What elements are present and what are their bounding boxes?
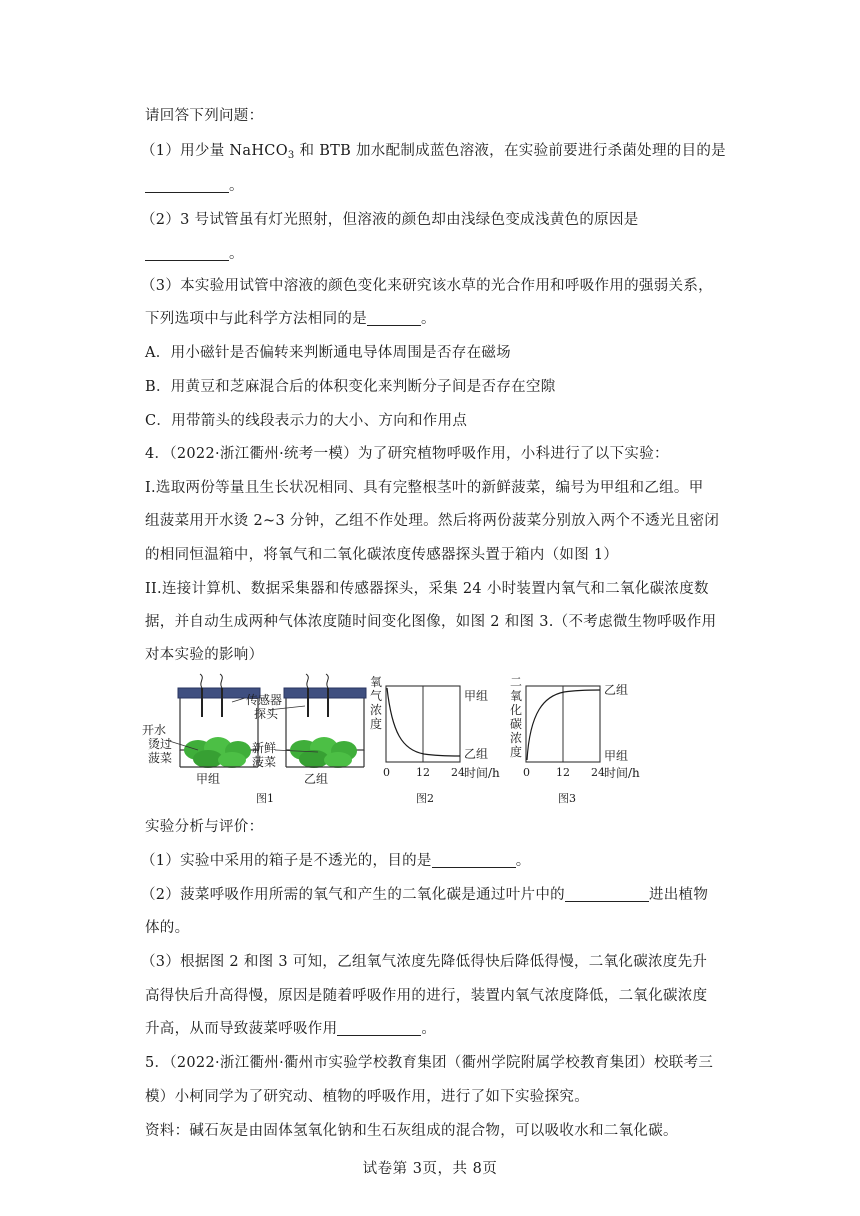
q4-analysis-3-line3: 升高，从而导致菠菜呼吸作用 。 — [145, 1021, 437, 1037]
container-yi — [284, 674, 366, 768]
q4-step2-line3: 对本实验的影响） — [145, 647, 264, 663]
q3-part1: （1）用少量 NaHCO$_3$ 和 BTB 加水配制成蓝色溶液，在实验前要进行杀菌处理的目的是 — [141, 143, 726, 161]
boiled-label-2: 烫过 — [148, 737, 173, 751]
container-jia — [178, 674, 260, 768]
q5-header-line2: 模）小柯同学为了研究动、植物的呼吸作用，进行了如下实验探究。 — [145, 1089, 589, 1105]
q4-analysis-2-cont: 体的。 — [145, 920, 190, 936]
fig2-curve-yi-label: 乙组 — [464, 747, 489, 761]
fig2-xtick: 24 — [451, 766, 465, 779]
answer-blank[interactable] — [565, 886, 649, 902]
boiled-label-3: 菠菜 — [148, 751, 173, 765]
q4-analysis-1: （1）实验中采用的箱子是不透光的，目的是 。 — [141, 853, 531, 869]
figure3-chart — [510, 675, 640, 805]
q3-intro: 请回答下列问题： — [145, 108, 264, 124]
q4-step2-line2: 据，并自动生成两种气体浓度随时间变化图像，如图 2 和图 3.（不考虑微生物呼吸作用 — [145, 614, 717, 630]
q3-part2-answer: 。 — [145, 244, 244, 264]
q5-material: 资料：碱石灰是由固体氢氧化钠和生石灰组成的混合物，可以吸收水和二氧化碳。 — [145, 1123, 678, 1139]
fig3-ylabel-char: 度 — [510, 745, 523, 759]
fresh-label-1: 新鲜 — [252, 741, 277, 755]
boiled-label-1: 开水 — [142, 723, 167, 737]
sensor-label-2: 探头 — [254, 707, 279, 721]
q3-part1-answer: 。 — [145, 176, 244, 196]
figure1-caption: 图1 — [256, 792, 274, 805]
option-b: B．用黄豆和芝麻混合后的体积变化来判断分子间是否存在空隙 — [145, 379, 556, 395]
fig3-xtick: 24 — [591, 766, 605, 779]
experiment-figures — [140, 672, 660, 812]
fig2-xtick: 12 — [416, 766, 430, 779]
figure3-caption: 图3 — [558, 792, 576, 805]
spinach-jia — [184, 737, 251, 768]
q4-step1-line3: 的相同恒温箱中，将氧气和二氧化碳浓度传感器探头置于箱内（如图 1） — [145, 547, 619, 563]
q3-part2: （2）3 号试管虽有灯光照射，但溶液的颜色却由浅绿色变成浅黄色的原因是 — [141, 212, 639, 228]
fig3-xtick: 12 — [556, 766, 570, 779]
fig3-curve-jia-label: 甲组 — [604, 749, 629, 763]
fig2-ylabel-char: 度 — [370, 717, 383, 731]
q3-part3-line1: （3）本实验用试管中溶液的颜色变化来研究该水草的光合作用和呼吸作用的强弱关系， — [141, 278, 713, 294]
spinach-yi — [290, 737, 357, 768]
answer-blank[interactable] — [432, 852, 516, 868]
fig2-ylabel-char: 气 — [370, 689, 383, 703]
fig3-curve-yi-label: 乙组 — [604, 683, 629, 697]
fig2-curve-jia-label: 甲组 — [464, 689, 489, 703]
sensor-label-1: 传感器 — [246, 693, 283, 707]
option-c: C．用带箭头的线段表示力的大小、方向和作用点 — [145, 413, 468, 429]
fresh-label-2: 菠菜 — [252, 755, 277, 769]
q5-header-line1: 5．（2022·浙江衢州·衢州市实验学校教育集团（衢州学院附属学校教育集团）校联考三 — [145, 1055, 714, 1071]
fig3-ylabel-char: 化 — [510, 703, 523, 717]
fig3-ylabel-char: 二 — [510, 675, 523, 689]
fig3-ylabel-char: 氧 — [510, 689, 523, 703]
q4-step2-line1: II.连接计算机、数据采集器和传感器探头，采集 24 小时装置内氧气和二氧化碳浓度数 — [145, 581, 709, 597]
fig3-xlabel: 时间/h — [604, 766, 640, 780]
option-a: A．用小磁针是否偏转来判断通电导体周围是否存在磁场 — [145, 345, 511, 361]
figure2-chart — [370, 675, 500, 805]
q4-header: 4．（2022·浙江衢州·统考一模）为了研究植物呼吸作用，小科进行了以下实验： — [145, 446, 669, 462]
analysis-heading: 实验分析与评价： — [145, 819, 264, 835]
fig2-ylabel-char: 氧 — [370, 675, 383, 689]
answer-blank[interactable] — [145, 245, 229, 261]
answer-blank[interactable] — [145, 177, 229, 193]
figure2-caption: 图2 — [416, 792, 434, 805]
fig2-ylabel-char: 浓 — [370, 703, 383, 717]
group-jia-label: 甲组 — [196, 772, 221, 786]
fig2-xlabel: 时间/h — [464, 766, 500, 780]
answer-blank[interactable] — [337, 1020, 421, 1036]
page-footer: 试卷第 3页，共 8页 — [362, 1161, 498, 1177]
group-yi-label: 乙组 — [304, 772, 329, 786]
q4-analysis-3-line2: 高得快后升高得慢，原因是随着呼吸作用的进行，装置内氧气浓度降低，二氧化碳浓度 — [145, 988, 708, 1004]
answer-blank[interactable] — [367, 310, 421, 326]
fig3-xtick: 0 — [523, 766, 530, 779]
fig3-ylabel-char: 碳 — [510, 717, 523, 731]
q4-analysis-2: （2）菠菜呼吸作用所需的氧气和产生的二氧化碳是通过叶片中的 进出植物 — [141, 887, 709, 903]
fig2-xtick: 0 — [383, 766, 390, 779]
fig3-ylabel-char: 浓 — [510, 731, 523, 745]
q4-step1-line2: 组菠菜用开水烫 2~3 分钟，乙组不作处理。然后将两份菠菜分别放入两个不透光且密闭 — [145, 513, 720, 529]
q4-step1-line1: I.选取两份等量且生长状况相同、具有完整根茎叶的新鲜菠菜，编号为甲组和乙组。甲 — [145, 480, 704, 496]
q4-analysis-3-line1: （3）根据图 2 和图 3 可知，乙组氧气浓度先降低得快后降低得慢，二氧化碳浓度先升 — [141, 954, 708, 970]
figure1 — [142, 674, 366, 805]
q3-part3-line2: 下列选项中与此科学方法相同的是 。 — [145, 311, 436, 327]
